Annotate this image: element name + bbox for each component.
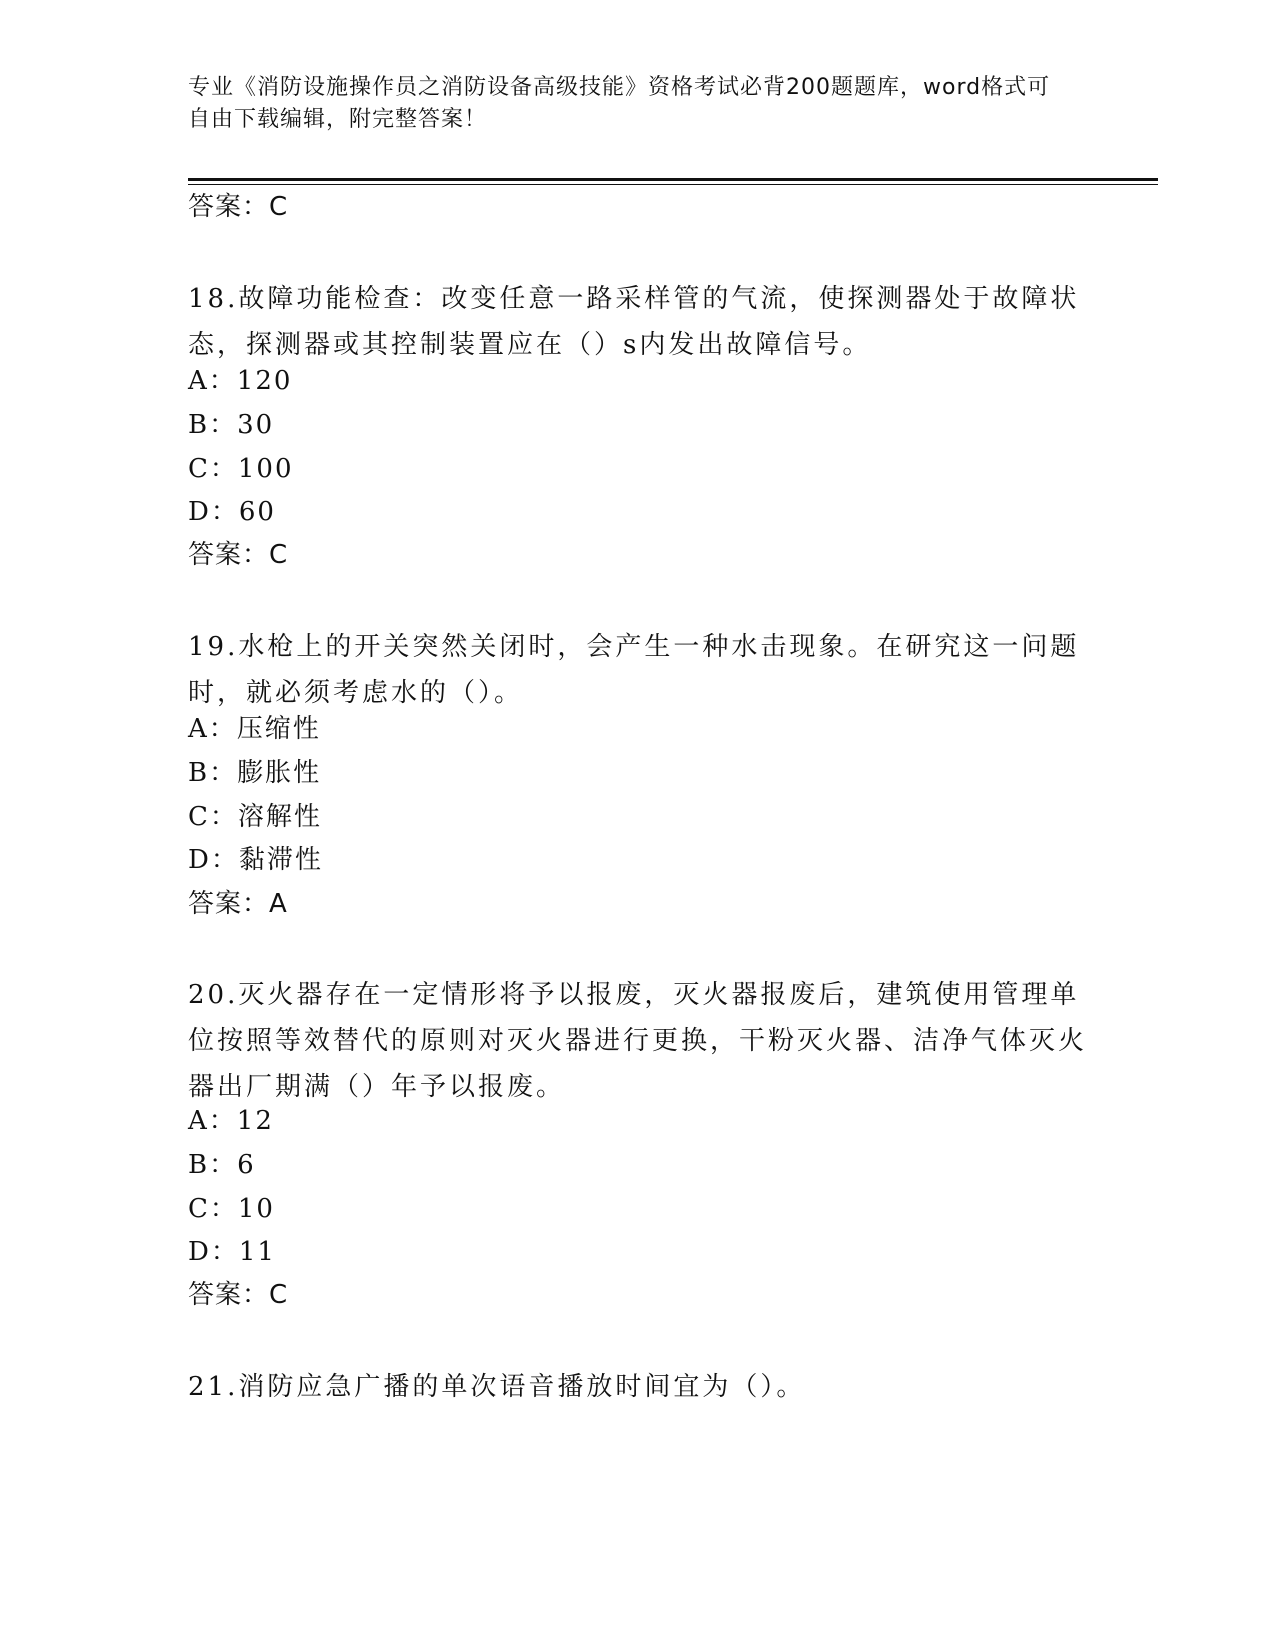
question-19-option-a: A：压缩性 (188, 714, 321, 744)
document-header: 专业《消防设施操作员之消防设备高级技能》资格考试必背200题题库，word格式可自由下载编辑，附完整答案！ (188, 75, 1051, 132)
question-20-stem: 20.灭火器存在一定情形将予以报废，灭火器报废后，建筑使用管理单位按照等效替代的原则对灭火器进行更换，干粉灭火器、洁净气体灭火器出厂期满（）年予以报废。 (188, 980, 1088, 1102)
question-19-option-c: C：溶解性 (188, 802, 322, 832)
question-18-option-a: A：120 (188, 366, 293, 396)
header-divider-thick (188, 178, 1158, 181)
question-20-option-a: A：12 (188, 1106, 274, 1136)
question-20-option-b: B：6 (188, 1150, 256, 1180)
question-18-option-b: B：30 (188, 410, 275, 440)
question-18-option-c: C：100 (188, 454, 294, 484)
question-20-answer: 答案：C (188, 1280, 289, 1310)
header-divider-thin (188, 184, 1158, 185)
question-19-option-d: D：黏滞性 (188, 845, 323, 875)
question-20-option-c: C：10 (188, 1194, 275, 1224)
question-20-option-d: D：11 (188, 1237, 276, 1267)
question-19-answer: 答案：A (188, 889, 288, 919)
answer-17: 答案：C (188, 192, 289, 222)
question-19-option-b: B：膨胀性 (188, 758, 322, 788)
question-18-stem: 18.故障功能检查：改变任意一路采样管的气流，使探测器处于故障状态，探测器或其控制装置应在（）s内发出故障信号。 (188, 284, 1080, 360)
question-18-option-d: D：60 (188, 497, 276, 527)
question-18-answer: 答案：C (188, 540, 289, 570)
question-21-stem: 21.消防应急广播的单次语音播放时间宜为（）。 (188, 1372, 806, 1402)
question-19-stem: 19.水枪上的开关突然关闭时，会产生一种水击现象。在研究这一问题时，就必须考虑水的（）。 (188, 632, 1080, 708)
